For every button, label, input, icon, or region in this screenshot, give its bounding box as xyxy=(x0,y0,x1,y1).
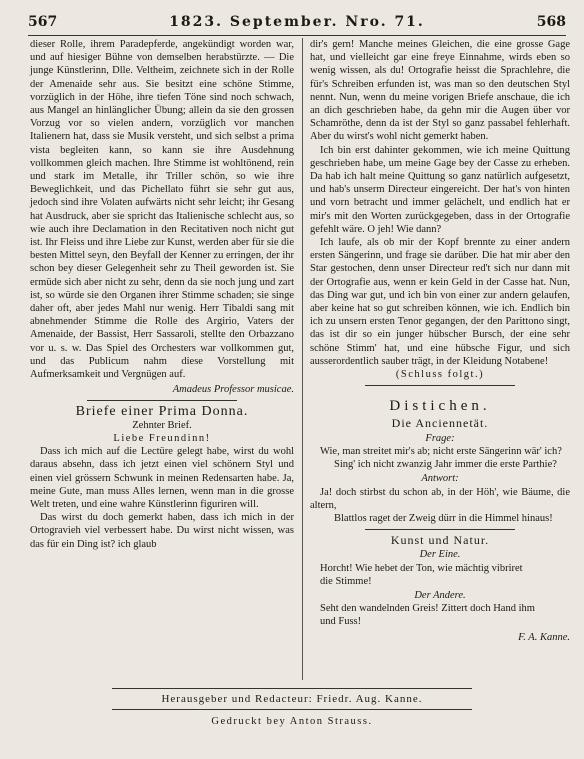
verse-line: die Stimme! xyxy=(320,575,372,587)
speaker-label: Der Andere. xyxy=(414,589,466,601)
verse-line: Horcht! Wie hebet der Ton, wie mächtig vibriret xyxy=(320,562,523,574)
issue-date-title: 1823. September. Nro. 71. xyxy=(169,14,425,30)
review-signature: Amadeus Professor musicae. xyxy=(172,384,294,396)
page-number-left: 567 xyxy=(28,14,58,30)
distichen-title: Distichen. xyxy=(389,398,491,415)
page-number-right: 568 xyxy=(536,14,566,30)
column-rule xyxy=(302,38,303,680)
left-column xyxy=(30,38,294,551)
letter-paragraph: dir's gern! Manche meines Gleichen, die eine grosse Gage hat, und vielleicht gar eine freye Einnahme, wirds eben so wenig wissen, als du! Ortografie heisst die Sprachlehre, die für's Schreiben erfunden ist, was man so den deutschen Styl nennt. Nun, wenn du meine vorigen Briefe anschaue, die ich an dich geschrieben habe, da gehn mir die Augen über vor Schamröthe, denn da ist der Styl so ganz passabel fehlerhaft. Aber du wirst's wohl nicht gemerkt haben. xyxy=(310,39,570,143)
poem-signature: F. A. Kanne. xyxy=(518,631,570,643)
salutation: Liebe Freundinn! xyxy=(113,432,211,444)
letters-title: Briefe einer Prima Donna. xyxy=(75,404,249,420)
section-divider xyxy=(365,529,515,530)
letter-paragraph: Ich bin erst dahinter gekommen, wie ich meine Quittung geschrieben habe, um meine Gage bey der Casse zu erheben. Da hab ich halt meine Quittung so ganz natürlich aufgesetzt, und hab's unserm Directeur eingereicht. Der hat's von hinten und vorn betracht und immer gelächelt, und endlich hat er mir's mit den Worten zurückgegeben, dass in der Ortografie gefehlt wäre. O jeh! Wie dann? xyxy=(310,144,570,235)
verse-line: Blattlos raget der Zweig dürr in die Himmel hinaus! xyxy=(334,512,553,524)
letter-paragraph: Das wirst du doch gemerkt haben, dass ich mich in der Ortogravieh viel verbessert habe. Du wirst nicht wissen, was das für ein Ding ist? ich glaub xyxy=(30,512,294,550)
right-column xyxy=(310,38,570,644)
footer-rule xyxy=(112,709,472,710)
question-label: Frage: xyxy=(425,432,455,444)
section-divider xyxy=(87,400,237,401)
verse-line: Ja! doch stirbst du schon ab, in der Höh', wie Bäume, die altern, xyxy=(310,486,570,511)
verse-line: Seht den wandelnden Greis! Zittert doch Hand ihm xyxy=(320,603,535,615)
page-footer xyxy=(0,684,584,727)
verse-line: Sing' ich nicht zwanzig Jahr immer die erste Parthie? xyxy=(334,459,557,471)
section-divider xyxy=(365,385,515,386)
answer-label: Antwort: xyxy=(421,473,459,485)
page-header xyxy=(28,14,566,34)
letter-paragraph: Dass ich mich auf die Lectüre gelegt habe, wirst du wohl daraus absehn, dass ich jetzt einen viel schönern Styl und einen viel grössern Schwunk in meinen Redensarten habe. Ja, meine Gute, man muss Alles lernen, wenn man in die grosse Welt treten, und eine wahre Künstlerinn figuriren will. xyxy=(30,446,294,510)
letter-number: Zehnter Brief. xyxy=(132,419,192,431)
continued-note: (Schluss folgt.) xyxy=(395,369,485,381)
distichen-subtitle: Die Anciennetät. xyxy=(391,416,489,431)
printer-line: Gedruckt bey Anton Strauss. xyxy=(211,716,373,727)
verse-line: Wie, man streitet mir's ab; nicht erste Sängerinn wär' ich? xyxy=(320,445,562,457)
review-paragraph: dieser Rolle, ihrem Paradepferde, angekündigt worden war, und auf hiesiger Bühne von demselben herabstürzte. — Die junge Künstlerinn, Dlle. Veltheim, zeichnete sich in der Rolle der Amenaide sehr aus. Sie besitzt eine schöne Stimme, vorzüglich in der Höhe, ihre tiefen Töne sind noch schwach, aus Mangel an hinlänglicher Übung; allein da sie den grossen Vorzug vor so vielen andern, vorzüglich vor manchen Italienern hat, dass sie Musik versteht, und sich selbst a prima vista begleiten kann, so kann sie ihre Ausdehnung vollkommen gleich machen. Ihre Stimme ist wohltönend, rein und stark im Metalle, ihr Triller schön, so wie ihre Beweglichkeit, und das Pichellato führt sie sehr gut aus, jedoch sind ihre Volaten aufwärts nicht sehr leicht; ihr Gesang hat Ausdruck, aber sie spricht das Italienische schlecht aus, so wie auch ihre Declamation in den Recitativen noch nicht gut ist. Ihr Fleiss und ihre Liebe zur Kunst, werden aber für sie die besten Mittel seyn, den Beyfall der Kenner zu erringen, der ihr schon bey dieser Gelegenheit sehr zu Theil geworden ist. Sie ermüde sich aber nicht zu sehr, denn da sie noch jung und zart ist, so würde sie den Organen ihrer Stimme schaden; sie singe daher oft, aber jedes Mahl nur wenig. Herr Tibaldi sang mit abnehmender Stimme die Rolle des Argirio, Vaters der Amenaide, der Bassist, Herr Sassaroli, stellte den Orbazzano vor u. s. w. Das Spiel des Orchesters war vollkommen gut, und das Publicum nahm diese Vorstellung mit Aufmerksamkeit und Vergnügen auf. xyxy=(30,39,294,381)
letter-paragraph: Ich laufe, als ob mir der Kopf brennte zu einer andern ersten Sängerinn, und frage sie darüber. Die hat mir aber den Star gestochen, denn unser Directeur red't sich nur dann mit der Ortografie aus, wenn er kein Geld in der Casse hat. Nun, das Ding war gut, und ich bin von einer zur andern gelaufen, aber keine hat so gut schreiben können, wie ich. Endlich bin ich zu unsern ersten Tenor gegangen, der den Parittono singt, das ist dir so ein junger hübscher Bursch, der eine sehr schöne Stimm' hat, und eine hübsche Figur, und sich ausserordentlich sauber trägt, in der Kleidung Notabene! xyxy=(310,237,570,367)
verse-line: und Fuss! xyxy=(320,616,362,628)
speaker-label: Der Eine. xyxy=(419,549,461,561)
kunst-title: Kunst und Natur. xyxy=(390,533,490,548)
footer-rule xyxy=(112,688,472,689)
editor-line: Herausgeber und Redacteur: Friedr. Aug. Kanne. xyxy=(161,693,423,705)
header-rule xyxy=(28,35,566,36)
